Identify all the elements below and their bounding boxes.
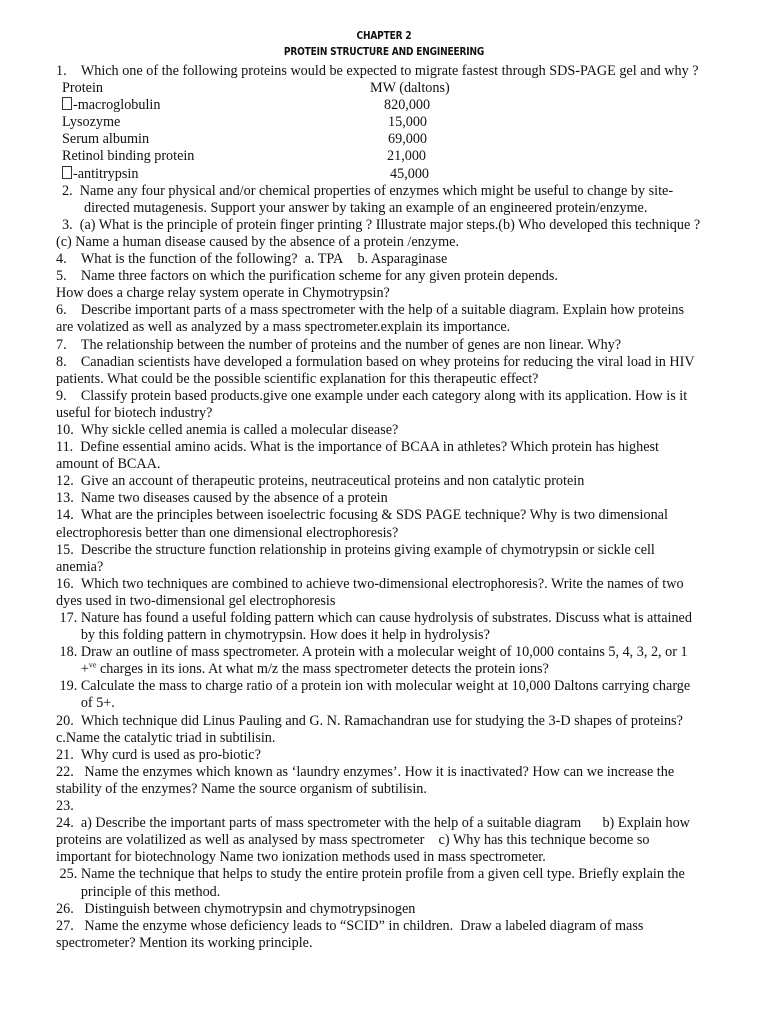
table-row (56, 166, 746, 183)
question-17 (56, 610, 746, 644)
question-line: of 5+. (56, 695, 115, 712)
question-line: 23. (56, 798, 74, 815)
question-22 (56, 764, 746, 798)
question-line: useful for biotech industry? (56, 404, 213, 421)
protein-column-header: Protein (62, 80, 103, 97)
question-8 (56, 354, 746, 388)
question-18 (56, 644, 746, 678)
question-26 (56, 901, 746, 918)
question-line: 3. (a) What is the principle of protein finger printing ? Illustrate major steps.(b) Who developed this technique ? (62, 216, 701, 233)
protein-name: Lysozyme (62, 114, 121, 131)
question-line: stability of the enzymes? Name the source organism of subtilisin. (56, 780, 427, 797)
question-list (56, 63, 746, 952)
question-line: 11. Define essential amino acids. What is the importance of BCAA in athletes? Which protein has highest (56, 439, 659, 456)
question-2 (56, 183, 746, 217)
question-3 (56, 217, 746, 251)
question-6 (56, 302, 746, 336)
question-13 (56, 490, 746, 507)
question-line: (c) Name a human disease caused by the absence of a protein /enzyme. (56, 233, 459, 250)
table-row (56, 148, 746, 165)
protein-mw: 820,000 (384, 97, 431, 114)
question-line: 22. Name the enzymes which known as ‘laundry enzymes’. How it is inactivated? How can we increase the (56, 763, 675, 780)
question-line: principle of this method. (56, 883, 221, 900)
question-line: 14. What are the principles between isoelectric focusing & SDS PAGE technique? Why is two dimensional (56, 507, 668, 524)
question-1: 1. Which one of the following proteins would be expected to migrate fastest through SDS-PAGE gel and why ? (56, 63, 699, 79)
question-25 (56, 866, 746, 900)
mw-column-header: MW (daltons) (370, 80, 450, 97)
question-4 (56, 251, 746, 268)
question-line: important for biotechnology Name two ionization methods used in mass spectrometer. (56, 849, 546, 866)
question-21 (56, 747, 746, 764)
question-line: 20. Which technique did Linus Pauling and G. N. Ramachandran use for studying the 3-D shapes of proteins? (56, 712, 683, 729)
question-line: by this folding pattern in chymotrypsin. How does it help in hydrolysis? (56, 627, 490, 644)
question-line: dyes used in two-dimensional gel electrophoresis (56, 592, 336, 609)
molecular-weight-table (56, 80, 746, 183)
question-10 (56, 422, 746, 439)
question-line: 12. Give an account of therapeutic proteins, neutraceutical proteins and non catalytic protein (56, 473, 585, 490)
question-20 (56, 713, 746, 747)
table-header-row (56, 80, 746, 97)
question-24 (56, 815, 746, 866)
question-line: 10. Why sickle celled anemia is called a molecular disease? (56, 421, 399, 438)
question-line: spectrometer? Mention its working principle. (56, 934, 313, 951)
question-12 (56, 473, 746, 490)
question-line: 5. Name three factors on which the purification scheme for any given protein depends. (56, 268, 558, 285)
question-line: 18. Draw an outline of mass spectrometer. A protein with a molecular weight of 10,000 contains 5, 4, 3, 2, or 1 (56, 644, 688, 661)
table-row (56, 131, 746, 148)
question-line: patients. What could be the possible scientific explanation for this therapeutic effect? (56, 370, 539, 387)
question-27 (56, 918, 746, 952)
question-line: 19. Calculate the mass to charge ratio of a protein ion with molecular weight at 10,000 Daltons carrying charge (56, 678, 691, 695)
questions (56, 183, 746, 952)
question-line: 24. a) Describe the important parts of mass spectrometer with the help of a suitable diagram b) Explain how (56, 815, 690, 832)
question-23 (56, 798, 746, 815)
protein-name: Serum albumin (62, 131, 150, 148)
chapter-heading: CHAPTER 2 (356, 30, 412, 42)
question-5 (56, 268, 746, 302)
question-line: proteins are volatilized as well as analysed by mass spectrometer c) Why has this technique become so (56, 832, 650, 849)
protein-mw: 21,000 (387, 148, 427, 165)
question-line: 2. Name any four physical and/or chemical properties of enzymes which might be useful to change by site- (62, 182, 674, 199)
question-line: How does a charge relay system operate in Chymotrypsin? (56, 285, 390, 302)
question-line: 16. Which two techniques are combined to achieve two-dimensional electrophoresis?. Write the names of two (56, 575, 684, 592)
question-line: 9. Classify protein based products.give one example under each category along with its application. How is it (56, 387, 688, 404)
question-line: are volatized as well as analyzed by a mass spectrometer.explain its importance. (56, 319, 511, 336)
question-line: 8. Canadian scientists have developed a formulation based on whey proteins for reducing the viral load in HIV (56, 353, 695, 370)
chapter-title: PROTEIN STRUCTURE AND ENGINEERING (283, 46, 485, 58)
table-row (56, 114, 746, 131)
question-line: directed mutagenesis. Support your answer by taking an example of an engineered protein/enzyme. (84, 199, 648, 216)
protein-mw: 45,000 (390, 165, 430, 182)
question-14 (56, 507, 746, 541)
question-line: 27. Name the enzyme whose deficiency leads to “SCID” in children. Draw a labeled diagram of mass (56, 917, 644, 934)
protein-name: -macroglobulin (62, 97, 160, 114)
question-line: 26. Distinguish between chymotrypsin and chymotrypsinogen (56, 900, 416, 917)
question-line: +$^{ve}$ charges in its ions. At what m/z the mass spectrometer detects the protein ions? (56, 660, 549, 678)
question-line: amount of BCAA. (56, 456, 161, 473)
missing-glyph-icon (62, 166, 72, 179)
question-line: 17. Nature has found a useful folding pattern which can cause hydrolysis of substrates. Discuss what is attained (56, 610, 692, 626)
question-11 (56, 439, 746, 473)
protein-mw: 69,000 (388, 131, 428, 148)
missing-glyph-icon (62, 97, 72, 110)
protein-name: Retinol binding protein (62, 148, 195, 165)
question-line: 15. Describe the structure function relationship in proteins giving example of chymotrypsin or sickle cell (56, 541, 655, 558)
question-line: 25. Name the technique that helps to study the entire protein profile from a given cell type. Briefly explain the (56, 866, 685, 883)
question-line: electrophoresis better than one dimensional electrophoresis? (56, 524, 399, 541)
question-line: 7. The relationship between the number of proteins and the number of genes are non linear. Why? (56, 336, 622, 353)
protein-mw: 15,000 (388, 114, 428, 131)
question-7 (56, 337, 746, 354)
question-line: anemia? (56, 558, 104, 575)
protein-name: -antitrypsin (62, 166, 138, 183)
question-line: 4. What is the function of the following? a. TPA b. Asparaginase (56, 251, 448, 268)
question-line: c.Name the catalytic triad in subtilisin. (56, 729, 276, 746)
question-line: 21. Why curd is used as pro-biotic? (56, 746, 261, 763)
question-16 (56, 576, 746, 610)
question-line: 13. Name two diseases caused by the absence of a protein (56, 490, 388, 507)
question-line: 6. Describe important parts of a mass spectrometer with the help of a suitable diagram. Explain how proteins (56, 302, 685, 319)
table-row (56, 97, 746, 114)
question-15 (56, 542, 746, 576)
question-9 (56, 388, 746, 422)
question-19 (56, 678, 746, 712)
